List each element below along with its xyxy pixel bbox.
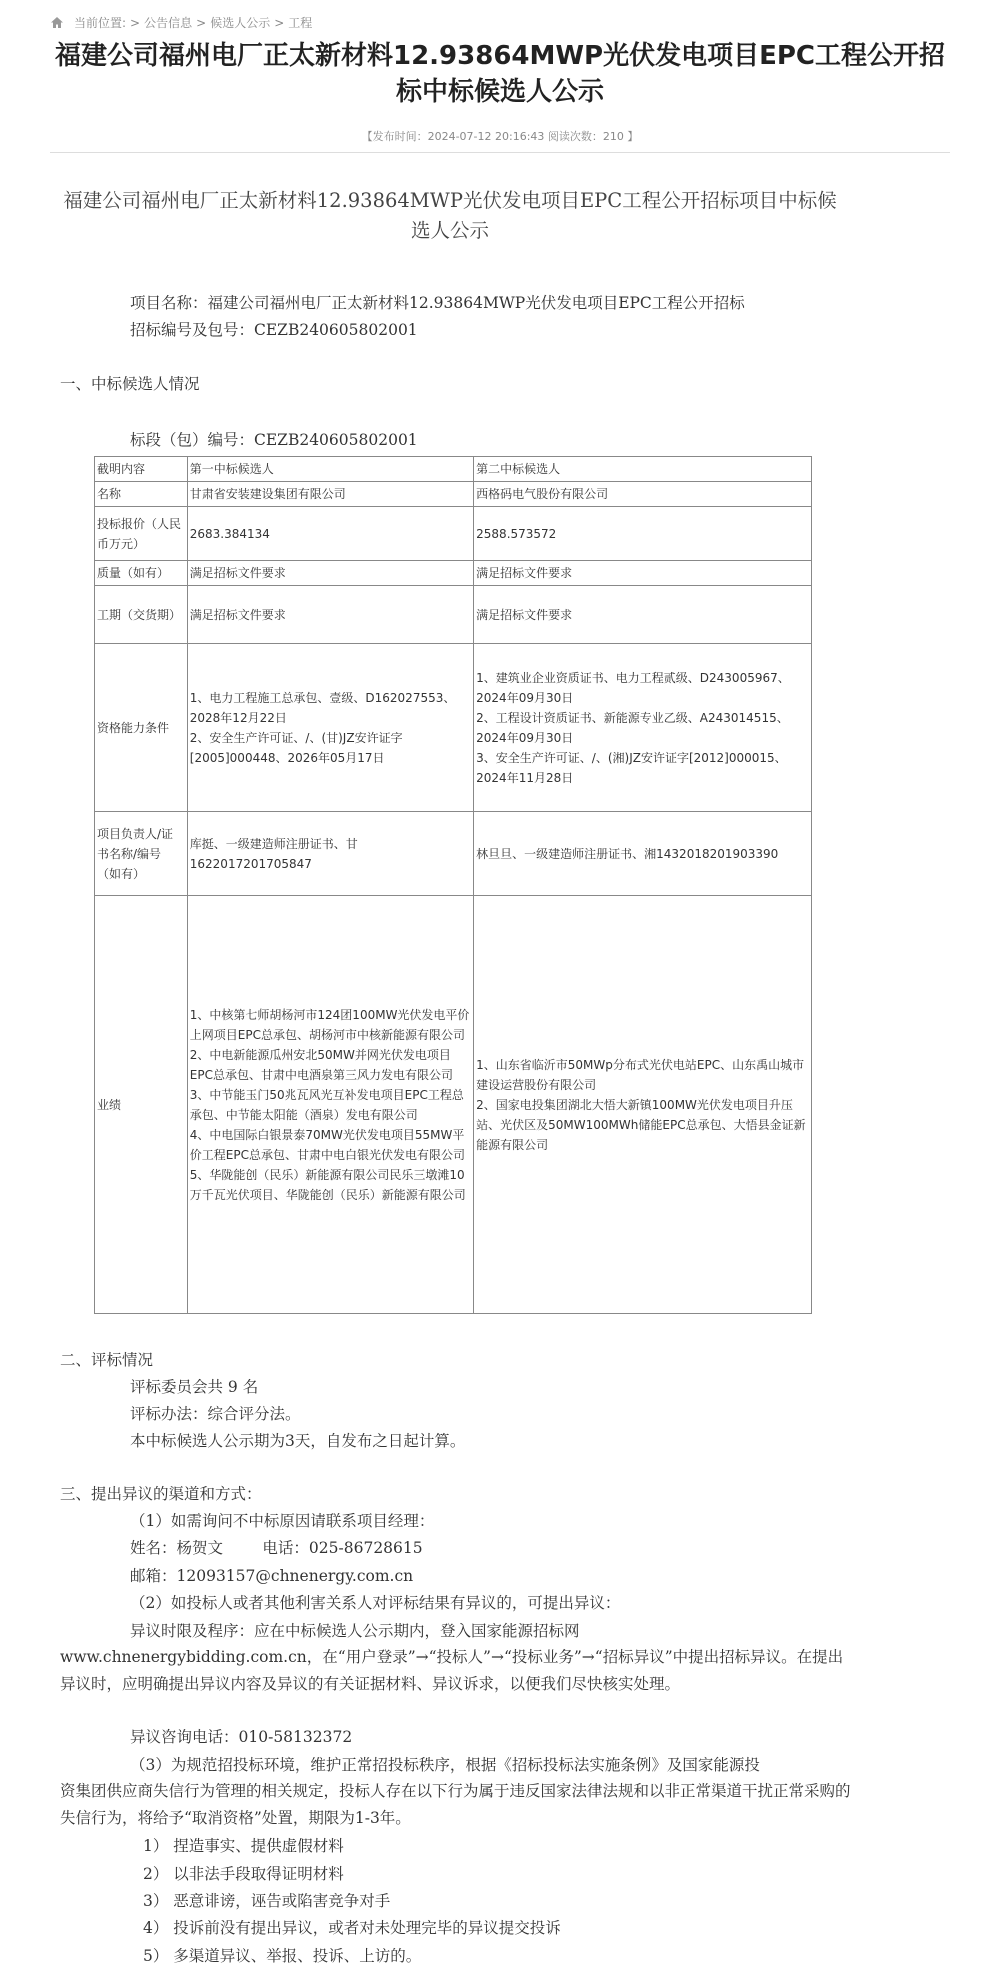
table-header-cell: 第二中标候选人 [474, 457, 812, 482]
table-row [95, 561, 812, 586]
first-candidate-cell: 2683.384134 [187, 507, 473, 561]
breadcrumb-item-notice[interactable]: 公告信息 [144, 16, 193, 30]
bid-number: 招标编号及包号：CEZB240605802001 [130, 321, 418, 339]
row-label: 工期（交货期） [95, 586, 188, 644]
table-row [95, 507, 812, 561]
row-label: 名称 [95, 482, 188, 507]
section-objection-heading: 三、提出异议的渠道和方式： [60, 1485, 262, 1503]
lot-number: 标段（包）编号：CEZB240605802001 [130, 431, 418, 449]
first-candidate-cell: 甘肃省安装建设集团有限公司 [187, 482, 473, 507]
second-candidate-cell: 满足招标文件要求 [474, 586, 812, 644]
row-label: 项目负责人/证书名称/编号（如有） [95, 812, 188, 896]
first-candidate-cell: 1、电力工程施工总承包、壹级、D162027553、2028年12月22日 2、安全生产许可证、/、(甘)JZ安许证字[2005]000448、2026年05月17日 [187, 644, 473, 812]
discredit-rule: 资集团供应商失信行为管理的相关规定，投标人存在以下行为属于违反国家法律法规和以非正常渠道干扰正常采购的失信行为，将给予“取消资格”处置，期限为1-3年。 [60, 1782, 851, 1827]
breadcrumb-item-engineering[interactable]: 工程 [288, 16, 313, 30]
objection-procedure-head: 异议时限及程序：应在中标候选人公示期内，登入国家能源招标网 [130, 1622, 580, 1640]
table-row [95, 896, 812, 1314]
project-name: 项目名称：福建公司福州电厂正太新材料12.93864MWP光伏发电项目EPC工程公开招标 [130, 294, 745, 312]
row-label: 资格能力条件 [95, 644, 188, 812]
table-row [95, 482, 812, 507]
first-candidate-cell: 满足招标文件要求 [187, 561, 473, 586]
first-candidate-cell: 库挺、一级建造师注册证书、甘1622017201705847 [187, 812, 473, 896]
list-item: 5） 多渠道异议、举报、投诉、上访的。 [143, 1947, 422, 1965]
list-item: 1） 捏造事实、提供虚假材料 [143, 1837, 344, 1855]
table-header-row [95, 457, 812, 482]
contact-info: 姓名：杨贺文 电话：025-86728615 [130, 1539, 423, 1557]
list-item: 4） 投诉前没有提出异议，或者对未处理完毕的异议提交投诉 [143, 1919, 561, 1937]
breadcrumb-item-candidates[interactable]: 候选人公示 [210, 16, 271, 30]
inquiry-note: （1）如需询问不中标原因请联系项目经理： [130, 1512, 435, 1530]
evaluation-committee: 评标委员会共 9 名 [130, 1378, 259, 1396]
breadcrumb-label: 当前位置: [74, 16, 127, 30]
row-label: 质量（如有） [95, 561, 188, 586]
table-header-cell: 第一中标候选人 [187, 457, 473, 482]
home-icon[interactable] [50, 16, 64, 29]
table-row [95, 812, 812, 896]
document-subtitle: 福建公司福州电厂正太新材料12.93864MWP光伏发电项目EPC工程公开招标项目中标候选人公示 [63, 189, 837, 242]
contact-email: 邮箱：12093157@chnenergy.com.cn [130, 1567, 414, 1585]
first-candidate-cell: 1、中核第七师胡杨河市124团100MW光伏发电平价上网项目EPC总承包、胡杨河市中核新能源有限公司 2、中电新能源瓜州安北50MW并网光伏发电项目EPC总承包、甘肃中电酒泉第三风力发电有限公司 3、中节能玉门50兆瓦风光互补发电项目EPC工程总承包、中节能太阳能（酒泉）发电有限公司 4、中电国际白银景泰70MW光伏发电项目55MW平价工程EPC总承包、甘肃中电白银光伏发电有限公司 5、华陇能创（民乐）新能源有限公司民乐三墩滩10万千瓦光伏项目、华陇能创（民乐）新能源有限公司 [187, 896, 473, 1314]
list-item: 3） 恶意诽谤，诬告或陷害竞争对手 [143, 1892, 391, 1910]
second-candidate-cell: 满足招标文件要求 [474, 561, 812, 586]
row-label: 业绩 [95, 896, 188, 1314]
table-header-cell: 截明内容 [95, 457, 188, 482]
objection-procedure: www.chnenergybidding.com.cn，在“用户登录”→“投标人”→“投标业务”→“招标异议”中提出招标异议。在提出异议时，应明确提出异议内容及异议的有关证据材料、异议诉求，以便我们尽快核实处理。 [60, 1648, 844, 1693]
second-candidate-cell: 林旦旦、一级建造师注册证书、湘1432018201903390 [474, 812, 812, 896]
page-title: 福建公司福州电厂正太新材料12.93864MWP光伏发电项目EPC工程公开招标中标候选人公示 [54, 41, 946, 107]
second-candidate-cell: 1、山东省临沂市50MWp分布式光伏电站EPC、山东禹山城市建设运营股份有限公司 2、国家电投集团湖北大悟大新镇100MW光伏发电项目升压站、光伏区及50MW100MWh储能EPC总承包、大悟县金证新能源有限公司 [474, 896, 812, 1314]
objection-hotline: 异议咨询电话：010-58132372 [130, 1728, 353, 1746]
publicity-period: 本中标候选人公示期为3天，自发布之日起计算。 [130, 1432, 466, 1450]
second-candidate-cell: 2588.573572 [474, 507, 812, 561]
table-row [95, 644, 812, 812]
breadcrumb: 当前位置: > 公告信息 > 候选人公示 > 工程 [50, 14, 312, 31]
second-candidate-cell: 1、建筑业企业资质证书、电力工程贰级、D243005967、2024年09月30日 2、工程设计资质证书、新能源专业乙级、A243014515、2024年09月30日 3、安全生产许可证、/、(湘)JZ安许证字[2012]000015、2024年11月28日 [474, 644, 812, 812]
list-item: 2） 以非法手段取得证明材料 [143, 1865, 344, 1883]
candidates-table [94, 456, 812, 1314]
discredit-rule-head: （3）为规范招投标环境，维护正常招投标秩序，根据《招标投标法实施条例》及国家能源投 [130, 1756, 760, 1774]
publish-meta: 【发布时间：2024-07-12 20:16:43 阅读次数：210 】 [361, 130, 639, 143]
evaluation-method: 评标办法：综合评分法。 [130, 1405, 301, 1423]
table-row [95, 586, 812, 644]
objection-note: （2）如投标人或者其他利害关系人对评标结果有异议的，可提出异议： [130, 1594, 621, 1612]
section-candidates-heading: 一、中标候选人情况 [60, 375, 200, 393]
section-evaluation-heading: 二、评标情况 [60, 1351, 154, 1369]
divider [50, 152, 950, 153]
first-candidate-cell: 满足招标文件要求 [187, 586, 473, 644]
second-candidate-cell: 西格码电气股份有限公司 [474, 482, 812, 507]
row-label: 投标报价（人民币万元） [95, 507, 188, 561]
